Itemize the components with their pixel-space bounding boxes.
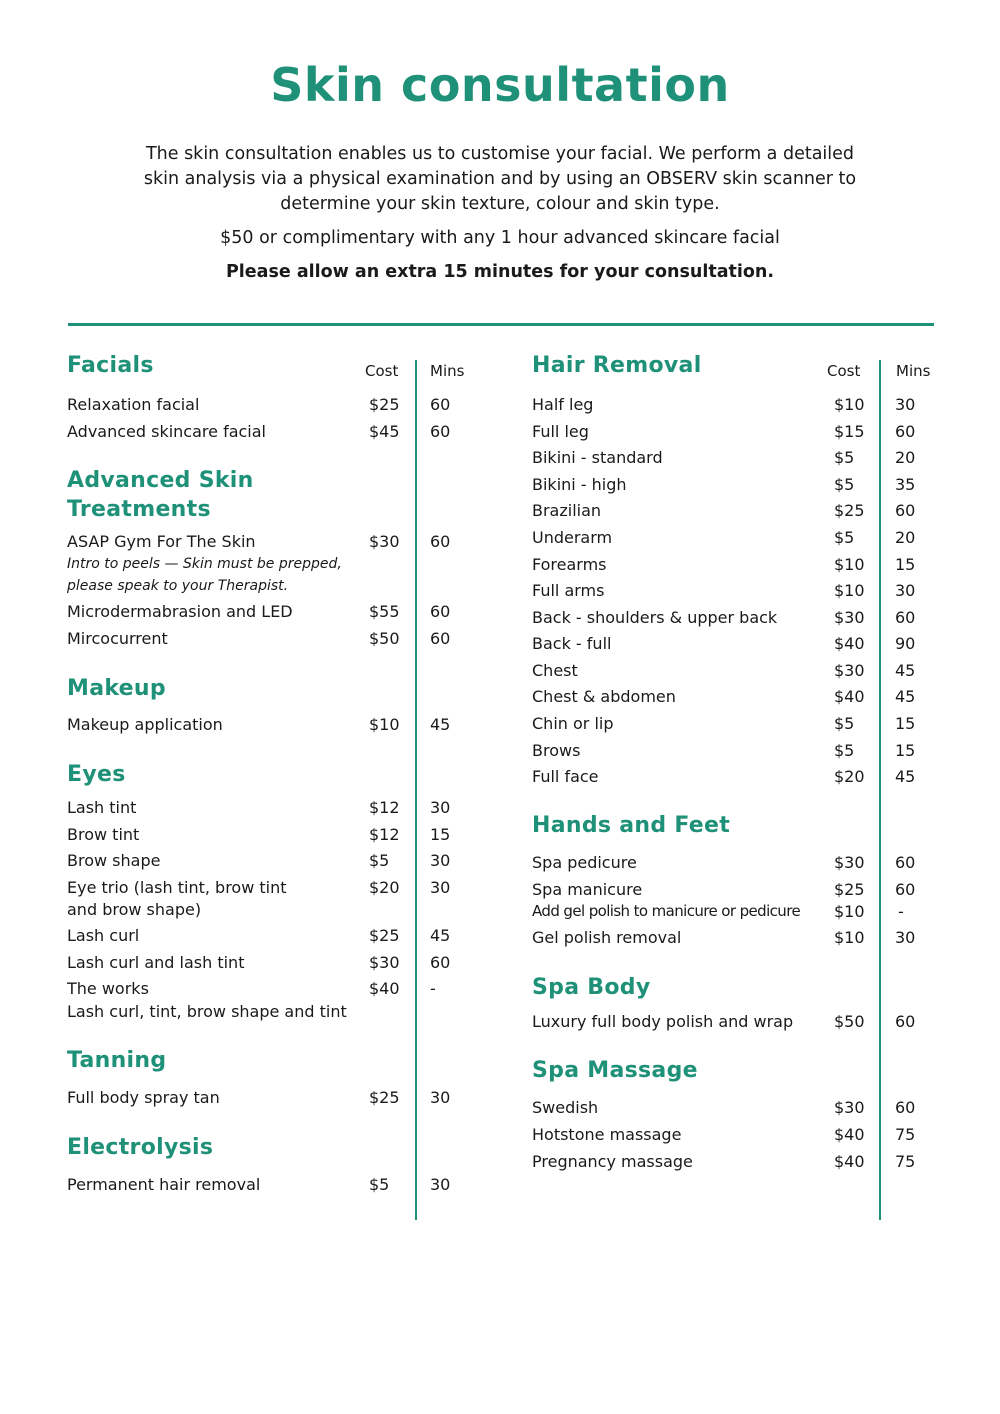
service-name: Advanced skincare facial xyxy=(67,422,266,441)
service-mins: 60 xyxy=(430,532,451,551)
service-name: Microdermabrasion and LED xyxy=(67,602,293,621)
service-name: Brow shape xyxy=(67,851,161,870)
service-name: Spa pedicure xyxy=(532,853,637,872)
service-cost: $25 xyxy=(369,395,400,414)
service-cost: $25 xyxy=(369,1088,400,1107)
service-name: Bikini - high xyxy=(532,475,627,494)
service-mins: 30 xyxy=(430,798,451,817)
service-name: Back - full xyxy=(532,634,612,653)
service-name-continued: Lash curl, tint, brow shape and tint xyxy=(67,1002,347,1021)
service-cost: $10 xyxy=(834,902,865,921)
service-name: Brow tint xyxy=(67,825,140,844)
service-cost: $20 xyxy=(834,767,865,786)
service-cost: $5 xyxy=(369,1175,390,1194)
left-cost-header: Cost xyxy=(365,362,399,380)
service-mins: 20 xyxy=(895,448,916,467)
service-cost: $50 xyxy=(834,1012,865,1031)
right-cost-header: Cost xyxy=(827,362,861,380)
service-name: Makeup application xyxy=(67,715,223,734)
service-cost: $12 xyxy=(369,825,400,844)
service-cost: $12 xyxy=(369,798,400,817)
service-cost: $5 xyxy=(834,475,855,494)
service-name: Chest xyxy=(532,661,578,680)
service-cost: $30 xyxy=(834,853,865,872)
service-mins: 30 xyxy=(430,851,451,870)
service-cost: $5 xyxy=(834,528,855,547)
service-cost: $55 xyxy=(369,602,400,621)
service-mins: 60 xyxy=(430,629,451,648)
service-mins: 45 xyxy=(430,715,451,734)
service-mins: 45 xyxy=(895,661,916,680)
page-title: Skin consultation xyxy=(270,58,730,112)
service-name: Luxury full body polish and wrap xyxy=(532,1012,794,1031)
service-name: Full arms xyxy=(532,581,605,600)
service-name: Chin or lip xyxy=(532,714,614,733)
service-mins: 60 xyxy=(895,608,916,627)
intro-line: The skin consultation enables us to customise your facial. We perform a detailed xyxy=(145,144,855,164)
service-cost: $40 xyxy=(834,1125,865,1144)
service-cost: $15 xyxy=(834,422,865,441)
service-cost: $5 xyxy=(834,741,855,760)
left-mins-header: Mins xyxy=(430,362,465,380)
service-mins: 15 xyxy=(895,714,916,733)
service-cost: $5 xyxy=(834,714,855,733)
service-mins: 45 xyxy=(895,767,916,786)
service-name: Permanent hair removal xyxy=(67,1175,261,1194)
service-mins: 30 xyxy=(895,928,916,947)
section-title-hands-and-feet: Hands and Feet xyxy=(532,813,731,838)
service-cost: $30 xyxy=(834,661,865,680)
service-mins: 60 xyxy=(430,422,451,441)
service-mins: 60 xyxy=(895,853,916,872)
section-title-advanced-skin-line2: Treatments xyxy=(67,497,211,522)
service-name: Underarm xyxy=(532,528,613,547)
service-name: Forearms xyxy=(532,555,607,574)
service-mins: 60 xyxy=(430,395,451,414)
service-mins: 20 xyxy=(895,528,916,547)
service-mins: 45 xyxy=(430,926,451,945)
service-cost: $5 xyxy=(369,851,390,870)
service-note: Intro to peels — Skin must be prepped, xyxy=(67,556,342,572)
service-name: Full face xyxy=(532,767,599,786)
intro-paragraph xyxy=(140,142,860,217)
service-cost: $40 xyxy=(834,634,865,653)
service-mins: 60 xyxy=(430,602,451,621)
service-name: Full body spray tan xyxy=(67,1088,220,1107)
service-name: Hotstone massage xyxy=(532,1125,682,1144)
service-mins: 15 xyxy=(895,741,916,760)
service-cost: $30 xyxy=(834,1098,865,1117)
service-cost: $40 xyxy=(834,687,865,706)
service-name: Add gel polish to manicure or pedicure xyxy=(532,902,801,920)
service-cost: $10 xyxy=(834,395,865,414)
service-name: Spa manicure xyxy=(532,880,643,899)
service-name-continued: and brow shape) xyxy=(67,900,202,919)
service-mins: 30 xyxy=(430,1175,451,1194)
service-cost: $20 xyxy=(369,878,400,897)
consultation-time-note: Please allow an extra 15 minutes for your consultation. xyxy=(225,262,775,282)
service-mins: 60 xyxy=(895,422,916,441)
section-title-electrolysis: Electrolysis xyxy=(67,1135,214,1160)
service-mins: 30 xyxy=(895,395,916,414)
service-mins: - xyxy=(898,902,904,921)
service-mins: 75 xyxy=(895,1125,916,1144)
right-column-divider xyxy=(879,360,881,1220)
service-name: Brazilian xyxy=(532,501,602,520)
service-cost: $25 xyxy=(834,501,865,520)
service-cost: $30 xyxy=(834,608,865,627)
service-name: Lash curl xyxy=(67,926,140,945)
intro-line: determine your skin texture, colour and skin type. xyxy=(280,194,720,214)
service-cost: $25 xyxy=(369,926,400,945)
service-mins: 35 xyxy=(895,475,916,494)
service-name: ASAP Gym For The Skin xyxy=(67,532,256,551)
section-title-advanced-skin: Advanced Skin xyxy=(67,468,254,493)
service-mins: 60 xyxy=(430,953,451,972)
service-cost: $5 xyxy=(834,448,855,467)
service-name: Back - shoulders & upper back xyxy=(532,608,778,627)
header-divider xyxy=(68,323,934,326)
section-title-hair-removal: Hair Removal xyxy=(532,353,702,378)
service-name: Relaxation facial xyxy=(67,395,200,414)
service-mins: - xyxy=(430,979,436,998)
service-cost: $30 xyxy=(369,532,400,551)
section-title-spa-body: Spa Body xyxy=(532,975,651,1000)
service-name: Eye trio (lash tint, brow tint xyxy=(67,878,287,897)
service-mins: 60 xyxy=(895,501,916,520)
service-mins: 60 xyxy=(895,1012,916,1031)
service-mins: 30 xyxy=(895,581,916,600)
service-mins: 60 xyxy=(895,880,916,899)
service-name: Lash tint xyxy=(67,798,137,817)
service-note: please speak to your Therapist. xyxy=(67,578,289,594)
service-name: Mircocurrent xyxy=(67,629,168,648)
service-name: Swedish xyxy=(532,1098,599,1117)
section-title-spa-massage: Spa Massage xyxy=(532,1058,698,1083)
service-name: Lash curl and lash tint xyxy=(67,953,245,972)
service-mins: 75 xyxy=(895,1152,916,1171)
section-title-tanning: Tanning xyxy=(67,1048,167,1073)
service-name: The works xyxy=(67,979,149,998)
service-cost: $25 xyxy=(834,880,865,899)
consultation-price: $50 or complimentary with any 1 hour advanced skincare facial xyxy=(220,228,780,248)
service-name: Chest & abdomen xyxy=(532,687,676,706)
service-cost: $45 xyxy=(369,422,400,441)
service-name: Brows xyxy=(532,741,581,760)
right-mins-header: Mins xyxy=(896,362,931,380)
service-mins: 30 xyxy=(430,1088,451,1107)
service-name: Bikini - standard xyxy=(532,448,663,467)
service-name: Half leg xyxy=(532,395,594,414)
service-cost: $10 xyxy=(834,555,865,574)
left-column-divider xyxy=(415,360,417,1220)
section-title-eyes: Eyes xyxy=(67,762,126,787)
service-mins: 30 xyxy=(430,878,451,897)
service-name: Full leg xyxy=(532,422,589,441)
service-mins: 15 xyxy=(430,825,451,844)
service-cost: $30 xyxy=(369,953,400,972)
intro-line: skin analysis via a physical examination and by using an OBSERV skin scanner to xyxy=(143,169,857,189)
service-cost: $50 xyxy=(369,629,400,648)
section-title-makeup: Makeup xyxy=(67,676,166,701)
service-cost: $40 xyxy=(369,979,400,998)
service-mins: 15 xyxy=(895,555,916,574)
service-cost: $10 xyxy=(834,928,865,947)
service-mins: 45 xyxy=(895,687,916,706)
service-name: Gel polish removal xyxy=(532,928,682,947)
service-mins: 60 xyxy=(895,1098,916,1117)
service-cost: $10 xyxy=(834,581,865,600)
service-cost: $40 xyxy=(834,1152,865,1171)
service-cost: $10 xyxy=(369,715,400,734)
service-mins: 90 xyxy=(895,634,916,653)
section-title-facials: Facials xyxy=(67,353,154,378)
service-name: Pregnancy massage xyxy=(532,1152,693,1171)
